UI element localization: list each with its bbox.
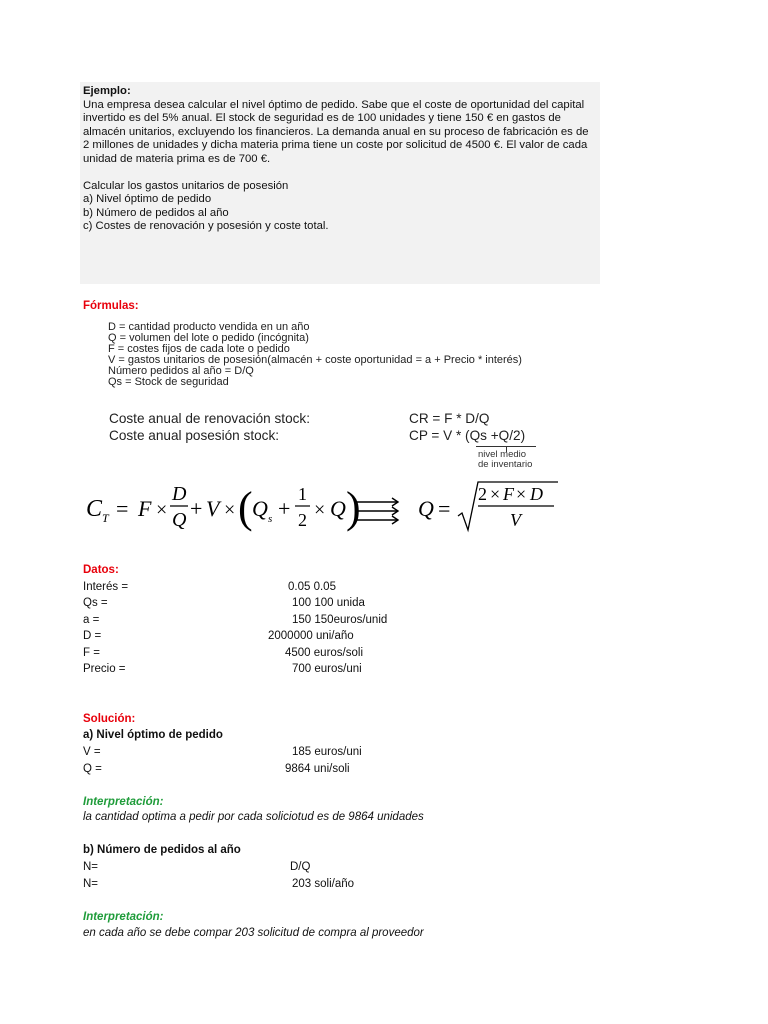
- datos-label-precio: Precio =: [83, 663, 126, 675]
- part-a-label-v: V =: [83, 746, 101, 758]
- task-c: c) Costes de renovación y posesión y coste total.: [83, 220, 329, 233]
- datos-value-a: 150 150euros/unid: [292, 614, 388, 626]
- example-line-4: 2 millones de unidades y dicha materia prima tiene un coste por solicitud de 4500 €. El valor de cada: [83, 139, 588, 152]
- part-b-value-n2: 203 soli/año: [292, 878, 355, 890]
- part-b-label-n2: N=: [83, 878, 99, 890]
- cost-possession-label: Coste anual posesión stock:: [109, 428, 280, 443]
- datos-value-interes: 0.05 0.05: [288, 581, 336, 593]
- datos-label-f: F =: [83, 647, 100, 659]
- datos-label-a: a =: [83, 614, 100, 626]
- task-b: b) Número de pedidos al año: [83, 206, 229, 219]
- svg-text:2: 2: [298, 510, 307, 530]
- svg-text:V: V: [206, 496, 220, 521]
- interpretation-a-label: Interpretación:: [83, 796, 164, 808]
- part-b-title: b) Número de pedidos al año: [83, 844, 241, 856]
- datos-value-precio: 700 euros/uni: [292, 663, 362, 675]
- cost-possession-formula: CP = V * (Qs +Q/2): [409, 428, 526, 443]
- svg-text:×: ×: [314, 499, 326, 521]
- svg-text:s: s: [268, 513, 273, 525]
- svg-text:V: V: [510, 510, 521, 530]
- interpretation-b-text: en cada año se debe compar 203 solicitud de compra al proveedor: [83, 927, 424, 939]
- svg-text:×: ×: [490, 484, 501, 504]
- svg-text:C: C: [86, 496, 103, 522]
- datos-label-d: D =: [83, 630, 102, 642]
- example-line-1: Una empresa desea calcular el nivel óptimo de pedido. Sabe que el coste de oportunidad del capital: [83, 98, 585, 111]
- svg-text:Q: Q: [330, 496, 346, 521]
- example-line-5: unidad de materia prima es de 700 €.: [83, 152, 271, 165]
- svg-text:F: F: [503, 484, 514, 504]
- def-qs: Qs = Stock de seguridad: [108, 376, 229, 388]
- def-q: Q = volumen del lote o pedido (incógnita): [108, 332, 309, 344]
- total-cost-formula: [80, 478, 580, 540]
- svg-text:Q: Q: [418, 496, 434, 521]
- svg-text:+: +: [190, 496, 203, 521]
- svg-text:=: =: [438, 496, 451, 521]
- task-intro: Calcular los gastos unitarios de posesión: [83, 179, 289, 192]
- datos-heading: Datos:: [83, 564, 119, 576]
- example-box: [80, 82, 600, 284]
- def-f: F = costes fijos de cada lote o pedido: [108, 343, 290, 355]
- svg-text:+: +: [278, 496, 291, 521]
- def-v: V = gastos unitarios de posesión(almacén + coste oportunidad = a + Precio * interés): [108, 354, 522, 366]
- def-n: Número pedidos al año = D/Q: [108, 365, 254, 377]
- part-a-title: a) Nivel óptimo de pedido: [83, 729, 223, 741]
- example-title: Ejemplo:: [83, 85, 131, 97]
- svg-text:Q: Q: [252, 496, 268, 521]
- formula-definitions: [108, 322, 522, 388]
- cost-renewal-formula: CR = F * D/Q: [409, 411, 490, 426]
- svg-text:=: =: [116, 496, 129, 521]
- part-b-label-n1: N=: [83, 861, 99, 873]
- svg-text:D: D: [172, 483, 187, 505]
- svg-text:F: F: [138, 496, 152, 521]
- svg-text:T: T: [102, 511, 109, 525]
- svg-text:×: ×: [516, 484, 527, 504]
- part-a-value-v: 185 euros/uni: [292, 746, 362, 758]
- datos-label-interes: Interés =: [83, 581, 129, 593]
- task-a: a) Nivel óptimo de pedido: [83, 193, 212, 206]
- svg-text:): ): [346, 483, 361, 532]
- svg-text:Q: Q: [172, 509, 187, 531]
- datos-value-d: 2000000 uni/año: [268, 630, 354, 642]
- formulas-heading: Fórmulas:: [83, 300, 139, 312]
- nivel-medio-line1: nivel medio: [478, 449, 527, 460]
- interpretation-a-text: la cantidad optima a pedir por cada soliciotud es de 9864 unidades: [83, 811, 424, 823]
- svg-text:(: (: [238, 483, 253, 532]
- datos-value-f: 4500 euros/soli: [285, 647, 363, 659]
- nivel-medio-line2: de inventario: [478, 459, 533, 470]
- datos-label-qs: Qs =: [83, 597, 108, 609]
- svg-text:×: ×: [156, 499, 168, 521]
- datos-value-qs: 100 100 unida: [292, 597, 365, 609]
- def-d: D = cantidad producto vendida en un año: [108, 321, 310, 333]
- solucion-heading: Solución:: [83, 713, 136, 725]
- svg-text:×: ×: [224, 499, 236, 521]
- interpretation-b-label: Interpretación:: [83, 911, 164, 923]
- cost-renewal-label: Coste anual de renovación stock:: [109, 411, 311, 426]
- svg-text:2: 2: [478, 484, 487, 504]
- svg-text:D: D: [530, 484, 543, 504]
- part-b-value-n1: D/Q: [290, 861, 311, 873]
- part-a-label-q: Q =: [83, 763, 102, 775]
- example-line-3: almacén unitarios, excluyendo los financieros. La demanda anual en su proceso de fabricación es de: [83, 125, 589, 138]
- svg-text:1: 1: [298, 484, 307, 504]
- part-a-value-q: 9864 uni/soli: [285, 763, 350, 775]
- example-line-2: invertido es del 5% anual. El stock de seguridad es de 100 unidades y tiene 150 € en gastos de: [83, 112, 561, 125]
